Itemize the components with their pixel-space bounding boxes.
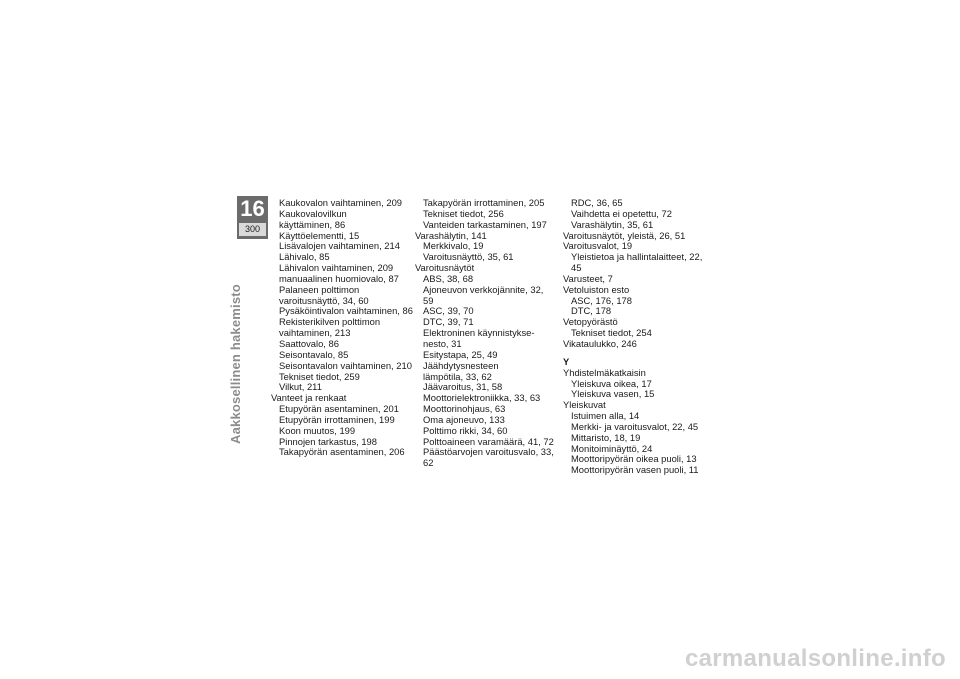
- page-number: 300: [239, 223, 266, 236]
- index-entry: Moottoripyörän oikea puoli, 13: [571, 453, 697, 465]
- index-entry: ASC, 39, 70: [423, 305, 474, 317]
- index-entry: Tekniset tiedot, 254: [571, 327, 652, 339]
- index-entry: vaihtaminen, 213: [279, 327, 351, 339]
- index-entry: Pysäköintivalon vaihtaminen, 86: [279, 305, 413, 317]
- index-entry: Palaneen polttimon: [279, 283, 360, 295]
- index-entry: Moottorielektroniikka, 33, 63: [423, 392, 541, 404]
- index-entry: Päästöarvojen varoitusvalo, 33,: [423, 446, 554, 458]
- index-entry: Moottoripyörän vasen puoli, 11: [571, 464, 699, 476]
- index-entry: Lisävalojen vaihtaminen, 214: [279, 240, 400, 252]
- index-entry: 45: [571, 262, 582, 274]
- index-entry: Polttimo rikki, 34, 60: [423, 424, 508, 436]
- index-entry: Tekniset tiedot, 259: [279, 370, 360, 382]
- chapter-number: 16: [240, 196, 265, 221]
- index-entry: Etupyörän irrottaminen, 199: [279, 413, 395, 425]
- index-entry: Saattovalo, 86: [279, 337, 339, 349]
- index-entry: Mittaristo, 18, 19: [571, 431, 641, 443]
- index-letter-heading: Y: [563, 355, 570, 367]
- index-entry: Vanteet ja renkaat: [271, 392, 347, 404]
- index-entry: Yleiskuva oikea, 17: [571, 377, 652, 389]
- index-entry: ABS, 38, 68: [423, 272, 474, 284]
- index-entry: 59: [423, 294, 434, 306]
- index-entry: Yleistietoa ja hallintalaitteet, 22,: [571, 251, 703, 263]
- index-entry: Varusteet, 7: [563, 272, 613, 284]
- index-entry: lämpötila, 33, 62: [423, 370, 492, 382]
- index-entry: manuaalinen huomiovalo, 87: [279, 272, 399, 284]
- index-entry: Merkki- ja varoitusvalot, 22, 45: [571, 420, 699, 432]
- index-entry: Varashälytin, 35, 61: [571, 218, 654, 230]
- index-entry: Varashälytin, 141: [415, 229, 487, 241]
- index-entry: Elektroninen käynnistykse-: [423, 327, 535, 339]
- index-entry: Vetoluiston esto: [563, 283, 630, 295]
- index-entry: Jäähdytysnesteen: [423, 359, 499, 371]
- index-entry: Istuimen alla, 14: [571, 410, 640, 422]
- index-entry: Seisontavalon vaihtaminen, 210: [279, 359, 412, 371]
- index-entry: Käyttöelementti, 15: [279, 229, 360, 241]
- index-entry: Ajoneuvon verkkojännite, 32,: [423, 283, 544, 295]
- index-entry: Lähivalon vaihtaminen, 209: [279, 262, 394, 274]
- index-column-2: [415, 198, 560, 469]
- index-column-3: [563, 198, 708, 476]
- index-entry: Vikataulukko, 246: [563, 337, 637, 349]
- index-entry: Varoitusnäytöt, yleistä, 26, 51: [563, 229, 686, 241]
- index-entry: Varoitusnäytöt: [415, 262, 475, 274]
- index-entry: Lähivalo, 85: [279, 251, 330, 263]
- index-entry: Monitoiminäyttö, 24: [571, 442, 653, 454]
- index-entry: Oma ajoneuvo, 133: [423, 413, 505, 425]
- index-entry: Rekisterikilven polttimon: [279, 316, 381, 328]
- index-entry: Moottorinohjaus, 63: [423, 403, 506, 415]
- index-entry: Yleiskuvat: [563, 399, 606, 411]
- index-entry: Pinnojen tarkastus, 198: [279, 435, 377, 447]
- index-entry: RDC, 36, 65: [571, 197, 623, 208]
- index-entry: Polttoaineen varamäärä, 41, 72: [423, 435, 554, 447]
- index-entry: Yhdistelmäkatkaisin: [563, 366, 646, 378]
- index-entry: Tekniset tiedot, 256: [423, 207, 504, 219]
- index-entry: Takapyörän irrottaminen, 205: [423, 197, 545, 208]
- index-entry: Varoitusnäyttö, 35, 61: [423, 251, 514, 263]
- index-entry: ASC, 176, 178: [571, 294, 632, 306]
- index-entry: Varoitusvalot, 19: [563, 240, 633, 252]
- watermark: carmanualsonline.info: [684, 645, 946, 672]
- chapter-title: Aakkosellinen hakemisto: [228, 284, 243, 444]
- index-entry: DTC, 39, 71: [423, 316, 474, 328]
- index-entry: Vaihdetta ei opetettu, 72: [571, 207, 672, 219]
- index-entry: Vanteiden tarkastaminen, 197: [423, 218, 547, 230]
- index-entry: käyttäminen, 86: [279, 218, 346, 230]
- index-entry: Merkkivalo, 19: [423, 240, 484, 252]
- index-entry: Esitystapa, 25, 49: [423, 348, 498, 360]
- index-entry: varoitusnäyttö, 34, 60: [279, 294, 369, 306]
- index-entry: Etupyörän asentaminen, 201: [279, 403, 399, 415]
- index-entry: Vetopyörästö: [563, 316, 618, 328]
- index-entry: DTC, 178: [571, 305, 612, 317]
- index-entry: 62: [423, 457, 434, 469]
- index-entry: Yleiskuva vasen, 15: [571, 388, 655, 400]
- index-entry: Koon muutos, 199: [279, 424, 356, 436]
- index-entry: Kaukovalon vaihtaminen, 209: [279, 197, 403, 208]
- index-entry: Takapyörän asentaminen, 206: [279, 446, 405, 458]
- index-entry: nesto, 31: [423, 337, 462, 349]
- index-entry: Vilkut, 211: [279, 381, 322, 393]
- index-entry: Jäävaroitus, 31, 58: [423, 381, 503, 393]
- index-column-1: [271, 198, 416, 458]
- index-entry: Kaukovalovilkun: [279, 207, 347, 219]
- index-entry: Seisontavalo, 85: [279, 348, 349, 360]
